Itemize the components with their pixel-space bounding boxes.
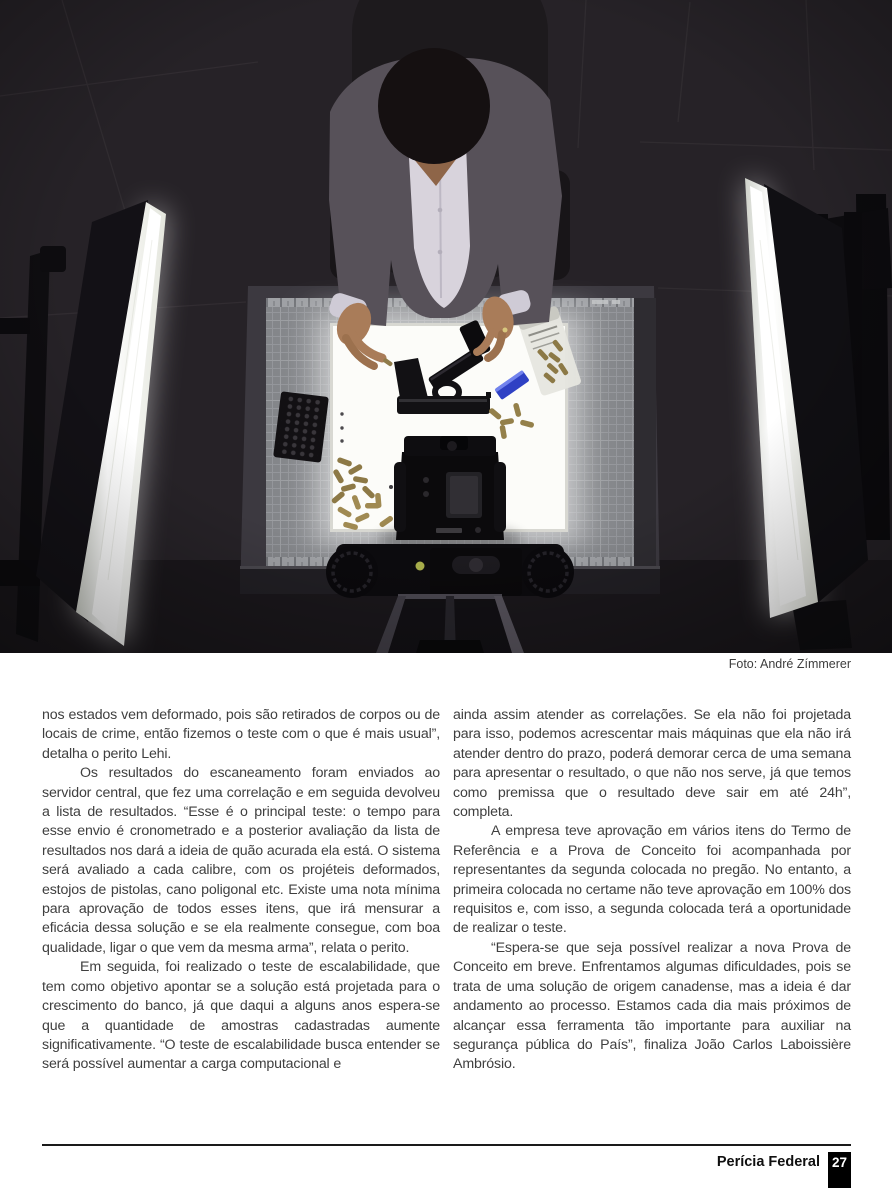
paragraph: Em seguida, foi realizado o teste de escalabilidade, que tem como objetivo apontar se a solução está projetada para o crescimento do banco, já que daqui a alguns anos espera-se que a quantidade de amostras cadastradas aumente significativamente. “O teste de escalabilidade busca entender se será possível aumentar a carga computacional e [42,959,440,1073]
paragraph: ainda assim atender as correlações. Se ela não foi projetada para isso, podemos acrescentar mais máquinas que ela não irá atender dentro do prazo, poderá demorar cerca de uma semana para apresentar o resultado, o que não nos serve, já que temos como premissa que o resultado deve sair em até 24h”, completa. [453,707,851,821]
paragraph: “Espera-se que seja possível realizar a nova Prova de Conceito em breve. Enfrentamos algumas dificuldades, pois se trata de uma solução de origem canadense, mas a ideia é dar andamento ao processo. Estamos cada dia mais próximos de alcançar essa ferramenta tão importante para auxiliar na segurança pública do País”, finaliza João Carlos Laboissière Ambrósio. [453,939,851,1073]
photo-credit: Foto: André Zímmerer [728,657,851,671]
article-body [42,706,851,1075]
paragraph: Os resultados do escaneamento foram enviados ao servidor central, que fez uma correlação e em seguida devolveu a lista de resultados. “Esse é o principal teste: o tempo para esse envio é cronometrado e a posterior avaliação da lista de resultados nos dará a ideia de quão acurada ela está. O sistema será avaliado a cada calibre, com os projéteis deformados, estojos de pistolas, cano poligonal etc. Existe uma nota mínima para aprovação de todos esses itens, que irá mensurar a eficácia dessa solução e se ela realmente consegue, com boa qualidade, ligar o que vem da mesma arma”, relata o perito. [42,765,440,956]
page-number: 27 [831,1155,848,1170]
left-column [42,706,440,1075]
magazine-title: Perícia Federal [716,1154,820,1170]
paragraph: nos estados vem deformado, pois são retirados de corpos ou de locais de crime, então fizemos o teste com o que é mais usual”, detalha o perito Lehi. [42,707,440,762]
paragraph: A empresa teve aprovação em vários itens do Termo de Referência e a Prova de Conceito foi acompanhada por representantes da segunda colocada no pregão. No entanto, a primeira colocada no certame não teve aprovação em 100% dos requisitos e, com isso, a segunda colocada terá a oportunidade de realizar o teste. [453,823,851,937]
page-number-box [828,1152,851,1188]
right-column [453,706,851,1075]
footer-rule [42,1144,851,1146]
